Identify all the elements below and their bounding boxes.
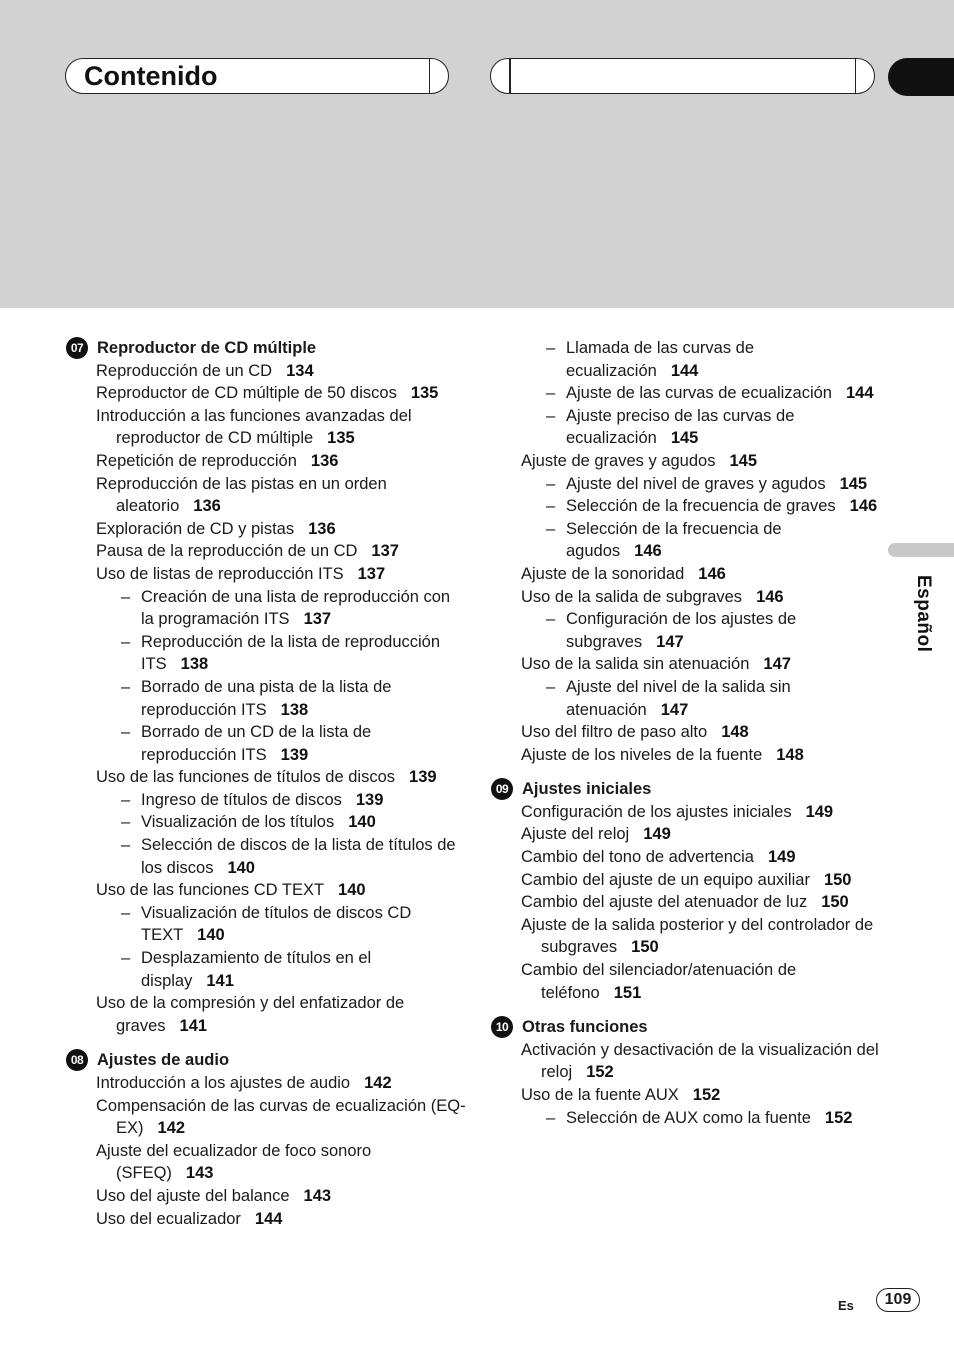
subentry-dash: –: [546, 610, 556, 629]
entry-page-number: 144: [670, 361, 699, 380]
toc-section: [66, 337, 466, 1037]
entry-page-number: 136: [193, 497, 221, 516]
toc-entry[interactable]: [66, 992, 466, 1037]
entry-page-number: 140: [338, 881, 366, 900]
page-title: Contenido: [84, 61, 218, 91]
section-heading: [491, 1016, 881, 1039]
entry-text: Reproductor de CD múltiple de 50 discos: [96, 384, 397, 403]
subentry-dash: –: [121, 632, 131, 651]
subentry-dash: –: [121, 723, 131, 742]
toc-entry[interactable]: [491, 846, 881, 869]
toc-subentry[interactable]: [66, 721, 466, 766]
section-heading: [66, 337, 466, 360]
entry-page-number: 149: [767, 848, 796, 867]
entry-text: Visualización de títulos de discos CD TEXT: [141, 903, 412, 945]
entry-text: Selección de la frecuencia de graves: [566, 497, 836, 516]
entry-text: Ajuste de graves y agudos: [521, 451, 716, 470]
entry-page-number: 145: [670, 429, 699, 448]
section-heading-text: Ajustes de audio: [97, 1051, 230, 1070]
entry-page-number: 142: [364, 1074, 392, 1092]
entry-text: Cambio del ajuste del atenuador de luz: [521, 893, 808, 912]
subentry-dash: –: [121, 790, 131, 809]
entry-text: Uso del ajuste del balance: [96, 1186, 290, 1205]
entry-text: Ajuste del reloj: [521, 825, 630, 844]
blank-box-divider-left: [509, 59, 511, 93]
entry-text: Ingreso de títulos de discos: [141, 790, 342, 809]
toc-subentry[interactable]: [491, 405, 881, 450]
language-label: Español: [913, 575, 934, 653]
entry-text: Ajuste de la salida posterior y del controlador de subgraves: [521, 915, 874, 957]
entry-page-number: 149: [643, 825, 671, 844]
entry-text: Uso de las funciones de títulos de discos: [96, 768, 396, 787]
entry-text: Uso de la fuente AUX: [521, 1086, 679, 1104]
entry-text: Exploración de CD y pistas: [96, 519, 295, 538]
toc-entry[interactable]: [66, 1185, 466, 1208]
toc-subentry[interactable]: [66, 834, 466, 879]
toc-entry[interactable]: [491, 1039, 881, 1084]
entry-text: Ajuste del nivel de la salida sin atenuación: [566, 677, 791, 719]
toc-left-column: [66, 337, 466, 1242]
entry-text: Introducción a los ajustes de audio: [96, 1074, 351, 1092]
title-box: [65, 58, 449, 94]
entry-page-number: 146: [698, 564, 726, 583]
entry-page-number: 137: [357, 564, 386, 583]
entry-page-number: 134: [286, 361, 314, 380]
subentry-dash: –: [121, 677, 131, 696]
page-number: 109: [876, 1288, 920, 1312]
entry-page-number: 143: [185, 1164, 214, 1183]
toc-subentry[interactable]: [66, 631, 466, 676]
toc-section: [491, 1016, 881, 1129]
section-heading-text: Reproductor de CD múltiple: [97, 339, 317, 357]
toc-entry[interactable]: [66, 382, 466, 405]
toc-right-column: [491, 337, 881, 1141]
entry-text: Activación y desactivación de la visualización del reloj: [521, 1040, 879, 1082]
toc-entry[interactable]: [491, 563, 881, 586]
entry-page-number: 136: [310, 451, 339, 470]
subentry-dash: –: [546, 474, 556, 493]
entry-text: Llamada de las curvas de ecualización: [566, 339, 755, 380]
entry-text: Cambio del silenciador/atenuación de teléfono: [521, 961, 797, 1002]
toc-subentry[interactable]: [491, 382, 881, 405]
toc-subentry[interactable]: [66, 789, 466, 812]
entry-text: Repetición de reproducción: [96, 451, 297, 470]
entry-page-number: 152: [692, 1086, 721, 1104]
entry-page-number: 145: [839, 474, 868, 493]
entry-text: Ajuste del nivel de graves y agudos: [566, 474, 826, 493]
toc-entry[interactable]: [66, 1095, 466, 1140]
entry-text: Selección de AUX como la fuente: [566, 1108, 811, 1127]
section-tab: [888, 58, 954, 96]
entry-text: Selección de la frecuencia de agudos: [566, 519, 782, 561]
toc-entry[interactable]: [66, 473, 466, 518]
toc-subentry[interactable]: [66, 947, 466, 992]
toc-subentry[interactable]: [66, 902, 466, 947]
toc-subentry[interactable]: [66, 676, 466, 721]
entry-text: Cambio del tono de advertencia: [521, 848, 754, 867]
toc-entry[interactable]: [491, 1084, 881, 1107]
toc-entry[interactable]: [66, 1208, 466, 1231]
entry-page-number: 152: [586, 1063, 614, 1082]
subentry-dash: –: [546, 339, 556, 357]
entry-page-number: 136: [308, 519, 336, 538]
toc-entry[interactable]: [491, 450, 881, 473]
entry-page-number: 149: [805, 802, 834, 821]
entry-text: Reproducción de las pistas en un orden aleatorio: [96, 474, 387, 516]
entry-page-number: 150: [823, 870, 852, 889]
entry-page-number: 150: [821, 893, 849, 912]
entry-page-number: 144: [254, 1209, 283, 1228]
entry-page-number: 138: [180, 655, 209, 674]
toc-section: [66, 1049, 466, 1230]
entry-text: Ajuste de la sonoridad: [521, 564, 685, 583]
toc-entry[interactable]: [491, 586, 881, 609]
entry-page-number: 147: [660, 700, 689, 719]
toc-entry[interactable]: [66, 879, 466, 902]
toc-entry[interactable]: [66, 540, 466, 563]
section-heading: [491, 778, 881, 801]
entry-page-number: 137: [371, 542, 399, 561]
subentry-dash: –: [546, 497, 556, 516]
subentry-dash: –: [546, 677, 556, 696]
section-number-badge: 08: [66, 1049, 88, 1071]
entry-page-number: 144: [845, 384, 874, 403]
toc-section: [491, 778, 881, 1004]
section-heading: [66, 1049, 466, 1072]
entry-page-number: 146: [634, 542, 662, 561]
entry-text: Configuración de los ajustes iniciales: [521, 802, 792, 821]
entry-text: Reproducción de un CD: [96, 361, 273, 380]
toc-entry[interactable]: [66, 1072, 466, 1095]
entry-text: Borrado de una pista de la lista de reproducción ITS: [141, 677, 392, 719]
entry-text: Introducción a las funciones avanzadas del reproductor de CD múltiple: [96, 406, 412, 448]
entry-text: Borrado de un CD de la lista de reproducción ITS: [141, 723, 372, 764]
entry-text: Ajuste de los niveles de la fuente: [521, 745, 763, 764]
entry-text: Uso de la salida de subgraves: [521, 587, 743, 606]
toc-subentry[interactable]: [66, 586, 466, 631]
subentry-dash: –: [546, 519, 556, 538]
entry-text: Cambio del ajuste de un equipo auxiliar: [521, 870, 810, 889]
entry-page-number: 139: [280, 745, 309, 764]
toc-subentry[interactable]: [491, 495, 881, 518]
subentry-dash: –: [121, 587, 131, 606]
entry-page-number: 148: [776, 745, 804, 764]
toc-subentry[interactable]: [491, 518, 881, 563]
entry-page-number: 140: [227, 858, 255, 877]
section-number-badge: 09: [491, 778, 513, 800]
entry-text: Reproducción de la lista de reproducción ITS: [141, 632, 441, 674]
subentry-dash: –: [121, 836, 131, 855]
toc-subentry[interactable]: [66, 811, 466, 834]
entry-page-number: 147: [656, 632, 684, 651]
language-tab-marker: [888, 543, 954, 557]
entry-text: Creación de una lista de reproducción con la programación ITS: [141, 587, 451, 629]
entry-page-number: 135: [410, 384, 439, 403]
toc-entry[interactable]: [66, 766, 466, 789]
entry-text: Configuración de los ajustes de subgraves: [566, 610, 797, 651]
toc-entry[interactable]: [491, 891, 881, 914]
toc-entry[interactable]: [66, 518, 466, 541]
toc-subentry[interactable]: [491, 608, 881, 653]
entry-text: Ajuste de las curvas de ecualización: [566, 384, 832, 403]
entry-text: Desplazamiento de títulos en el display: [141, 949, 372, 990]
toc-entry[interactable]: [66, 360, 466, 383]
toc-subentry[interactable]: [491, 676, 881, 721]
header-band: [0, 0, 954, 308]
title-box-divider: [429, 59, 431, 93]
toc-entry[interactable]: [491, 959, 881, 1004]
toc-entry[interactable]: [491, 744, 881, 767]
section-number-badge: 10: [491, 1016, 513, 1038]
toc-entry[interactable]: [66, 450, 466, 473]
entry-page-number: 146: [756, 587, 784, 606]
section-heading-text: Otras funciones: [522, 1018, 648, 1037]
toc-entry[interactable]: [491, 823, 881, 846]
subentry-dash: –: [121, 949, 131, 968]
entry-page-number: 146: [849, 497, 878, 516]
blank-header-box: [490, 58, 875, 94]
toc-entry[interactable]: [491, 721, 881, 744]
entry-page-number: 142: [157, 1119, 186, 1138]
entry-text: Uso de las funciones CD TEXT: [96, 881, 325, 900]
section-number-badge: 07: [66, 337, 88, 359]
toc-entry[interactable]: [491, 914, 881, 959]
entry-text: Uso de la salida sin atenuación: [521, 655, 750, 674]
toc-entry[interactable]: [66, 563, 466, 586]
entry-text: Uso de listas de reproducción ITS: [96, 564, 344, 583]
footer-language-code: Es: [838, 1298, 854, 1313]
toc-entry[interactable]: [491, 801, 881, 824]
entry-page-number: 139: [409, 768, 437, 787]
entry-text: Uso de la compresión y del enfatizador de graves: [96, 994, 405, 1035]
entry-page-number: 152: [824, 1108, 853, 1127]
toc-entry[interactable]: [66, 405, 466, 450]
entry-page-number: 150: [631, 938, 659, 957]
toc-entry[interactable]: [491, 653, 881, 676]
subentry-dash: –: [121, 903, 131, 922]
entry-page-number: 141: [206, 971, 234, 990]
entry-page-number: 147: [763, 655, 791, 674]
subentry-dash: –: [546, 1108, 556, 1127]
entry-page-number: 143: [303, 1186, 332, 1205]
entry-page-number: 145: [729, 451, 757, 470]
entry-page-number: 148: [721, 723, 749, 742]
entry-text: Visualización de los títulos: [141, 813, 335, 832]
entry-page-number: 140: [348, 813, 376, 832]
toc-subentry[interactable]: [491, 337, 881, 382]
subentry-dash: –: [546, 384, 556, 403]
toc-subentry[interactable]: [491, 1107, 881, 1130]
toc-entry[interactable]: [491, 869, 881, 892]
subentry-dash: –: [546, 406, 556, 425]
entry-text: Compensación de las curvas de ecualización (EQ-EX): [96, 1096, 466, 1138]
toc-subentry[interactable]: [491, 473, 881, 496]
entry-page-number: 138: [280, 700, 309, 719]
entry-text: Ajuste preciso de las curvas de ecualización: [566, 406, 795, 448]
entry-text: Pausa de la reproducción de un CD: [96, 542, 358, 561]
entry-text: Uso del ecualizador: [96, 1209, 241, 1228]
blank-box-divider-right: [855, 59, 857, 93]
toc-section: [491, 337, 881, 766]
entry-text: Ajuste del ecualizador de foco sonoro (SFEQ): [96, 1141, 372, 1183]
entry-page-number: 151: [613, 983, 642, 1002]
section-heading-text: Ajustes iniciales: [522, 780, 652, 799]
entry-page-number: 140: [197, 926, 225, 945]
entry-page-number: 139: [355, 790, 384, 809]
entry-page-number: 137: [303, 610, 332, 629]
subentry-dash: –: [121, 813, 131, 832]
entry-text: Selección de discos de la lista de títulos de los discos: [141, 836, 456, 877]
toc-entry[interactable]: [66, 1140, 466, 1185]
entry-page-number: 135: [327, 429, 355, 448]
entry-page-number: 141: [179, 1016, 208, 1035]
entry-text: Uso del filtro de paso alto: [521, 723, 708, 742]
